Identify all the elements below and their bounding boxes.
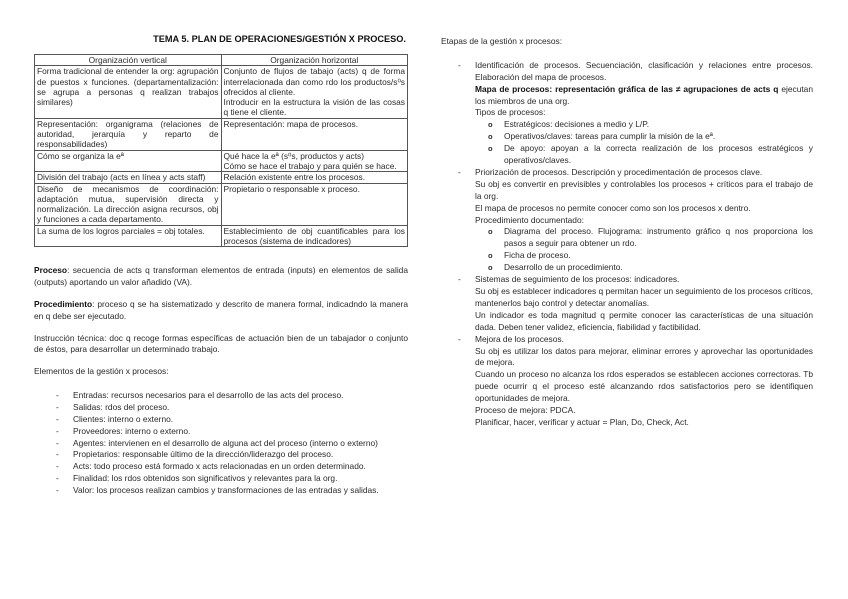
cell-text: Relación existente entre los procesos. <box>223 172 366 183</box>
term: Proceso <box>34 265 68 276</box>
stage-title: - Identificación de procesos. Secuenciación, clasificación y relaciones entre procesos. Elaboración del mapa de procesos. <box>475 59 813 82</box>
etapas-heading: Etapas de la gestión x procesos: <box>441 36 563 46</box>
stage-mejora <box>441 334 813 429</box>
table-row <box>35 183 408 225</box>
mapa-term: Mapa de procesos: representación gráfica de las ≠ agrupaciones de acts q <box>475 83 779 94</box>
header-horizontal: Organización horizontal <box>221 55 408 66</box>
cell-horizontal <box>221 150 408 172</box>
stage-text: Planificar, hacer, verificar y actuar = Plan, Do, Check, Act. <box>475 416 689 427</box>
header-vertical: Organización vertical <box>35 55 222 66</box>
list-item: o Diagrama del proceso. Flujograma: instrumento gráfico q nos proporciona los pasos a seguir para obtener un rdo. <box>475 226 813 250</box>
elementos-list <box>34 390 408 497</box>
list-item: o Ficha de proceso. <box>475 250 813 262</box>
stage-text: Su obj es utilizar los datos para mejorar, eliminar errores y aprovechar las oportunidades de mejora. <box>475 345 813 368</box>
cell-text: Representación: mapa de procesos. <box>223 118 359 129</box>
comparison-table <box>34 54 408 247</box>
table-header-row <box>35 55 408 66</box>
stage-title: - Priorización de procesos. Descripción y procedimentación de procesos clave. <box>475 166 763 177</box>
etapas-list <box>441 60 813 429</box>
cell-text: Representación: organigrama (relaciones de autoridad, jerarquía y reparto de responsabilidades) <box>37 118 219 150</box>
list-item: - Proveedores: interno o externo. <box>34 426 408 438</box>
list-item: - Agentes: intervienen en el desarrollo de alguna act del proceso (interno o externo) <box>34 438 408 450</box>
tipos-list <box>475 119 813 167</box>
cell-text: Forma tradicional de entender la org: agrupación de puestos x funciones. (departamentalización: se agrupa a personas q realizan trabajos similares) <box>37 66 219 108</box>
list-item: - Finalidad: los rdos obtenidos son significativos y relevantes para la org. <box>34 473 408 485</box>
cell-horizontal <box>221 172 408 183</box>
cell-vertical <box>35 150 222 172</box>
cell-text: Qué hace la eª (s⁰s, productos y acts) <box>223 150 365 161</box>
stage-text: Proceso de mejora: PDCA. <box>475 405 576 416</box>
page-title: TEMA 5. PLAN DE OPERACIONES/GESTIÓN X PROCESO. <box>153 34 406 44</box>
stage-title: - Mejora de los procesos. <box>475 333 564 344</box>
cell-text: La suma de los logros parciales = obj totales. <box>37 225 205 236</box>
cell-horizontal <box>221 225 408 247</box>
stage-text: Su obj es convertir en previsibles y controlables los procesos + críticos para el trabajo de la org. <box>475 178 813 201</box>
stage-text: Su obj es establecer indicadores q permitan hacer un seguimiento de los procesos críticos, mantenerlos bajo control y detectar anomalías. <box>475 286 813 308</box>
list-item: - Valor: los procesos realizan cambios y transformaciones de las entradas y salidas. <box>34 485 408 497</box>
cell-vertical <box>35 172 222 183</box>
definition-text: : proceso q se ha sistematizado y descrito de manera formal, indicadndo la manera en q debe ser ejecutado. <box>34 298 408 321</box>
cell-horizontal <box>221 66 408 118</box>
list-item: o Desarrollo de un procedimiento. <box>475 262 813 274</box>
list-item: - Clientes: interno o externo. <box>34 414 408 426</box>
list-item: o De apoyo: apoyan a la correcta realización de los procesos estratégicos y operativos/claves. <box>475 143 813 167</box>
stage-priorizacion <box>441 167 813 274</box>
cell-text: Propietario o responsable x proceso. <box>223 183 360 194</box>
cell-horizontal <box>221 118 408 150</box>
cell-text: División del trabajo (acts en línea y acts staff) <box>37 172 206 183</box>
list-item: - Salidas: rdos del proceso. <box>34 402 408 414</box>
stage-text: Un indicador es toda magnitud q permite conocer las características de una situación dada. Deben tener validez, eficiencia, fiabilidad y factibilidad. <box>475 309 813 332</box>
cell-text: Conjunto de flujos de tabajo (acts) q de forma interrelacionada dan como rdo los productos/s⁰s ofrecidos al cliente. <box>223 66 405 97</box>
list-item: - Entradas: recursos necesarios para el desarrollo de las acts del proceso. <box>34 390 408 402</box>
cell-text: Diseño de mecanismos de coordinación: adaptación mutua, supervisión directa y normalización. La dirección asigna recursos, obj y funciones a cada departamento. <box>37 183 219 225</box>
term: Procedimiento <box>34 298 93 309</box>
elementos-heading: Elementos de la gestión x procesos: <box>34 366 169 377</box>
cell-vertical <box>35 66 222 118</box>
right-column <box>441 36 813 429</box>
left-column <box>34 34 408 497</box>
cell-text: Establecimiento de obj cuantificables para los procesos (sistema de indicadores) <box>223 225 405 247</box>
table-row <box>35 150 408 172</box>
definition-text: : secuencia de acts q transforman elementos de entrada (inputs) en elementos de salida (outputs) aportando un valor añadido (VA). <box>34 265 408 288</box>
stage-seguimiento <box>441 274 813 334</box>
tipos-heading: Tipos de procesos: <box>475 107 546 118</box>
list-item: - Propietarios: responsable último de la dirección/liderazgo del proceso. <box>34 449 408 461</box>
cell-text: Cómo se hace el trabajo y para quién se hace. <box>223 160 397 171</box>
definition-text: Instrucción técnica: doc q recoge formas específicas de actuación bien de un tabajador o conjunto de éstos, para desarrollar un determinado trabajo. <box>34 332 408 355</box>
list-item: o Operativos/claves: tareas para cumplir la misión de la eª. <box>475 131 813 143</box>
stage-text: Cuando un proceso no alcanza los rdos esperados se establecen acciones correctoras. Tb puede ocurrir q el proceso esté alcanzando rdos satisfactorios pero se identifiquen oportunidades de mejora. <box>475 369 813 404</box>
stage-text: Procedimiento documentado: <box>475 214 584 225</box>
table-row <box>35 66 408 118</box>
table-row <box>35 172 408 183</box>
cell-vertical <box>35 183 222 225</box>
mapa-definition <box>475 84 813 108</box>
cell-text: Introducir en la estructura la visión de las cosas q tiene el cliente. <box>223 97 405 118</box>
stage-title: - Sistemas de seguimiento de los procesos: indicadores. <box>475 274 680 285</box>
definition-procedimiento <box>34 299 408 323</box>
definition-instruccion <box>34 333 408 357</box>
table-row <box>35 118 408 150</box>
cell-text: Cómo se organiza la eª <box>37 150 124 161</box>
definition-proceso <box>34 265 408 289</box>
cell-vertical <box>35 225 222 247</box>
table-row <box>35 225 408 247</box>
cell-horizontal <box>221 183 408 225</box>
stage-text: El mapa de procesos no permite conocer como son los procesos x dentro. <box>475 202 751 213</box>
stage-identificacion <box>441 60 813 167</box>
cell-vertical <box>35 118 222 150</box>
mapa-text: ejecutan los miembros de una org. <box>475 83 813 106</box>
list-item: - Acts: todo proceso está formado x acts relacionadas en un orden determinado. <box>34 461 408 473</box>
procedimiento-list <box>475 226 813 274</box>
list-item: o Estratégicos: decisiones a medio y L/P. <box>475 119 813 131</box>
